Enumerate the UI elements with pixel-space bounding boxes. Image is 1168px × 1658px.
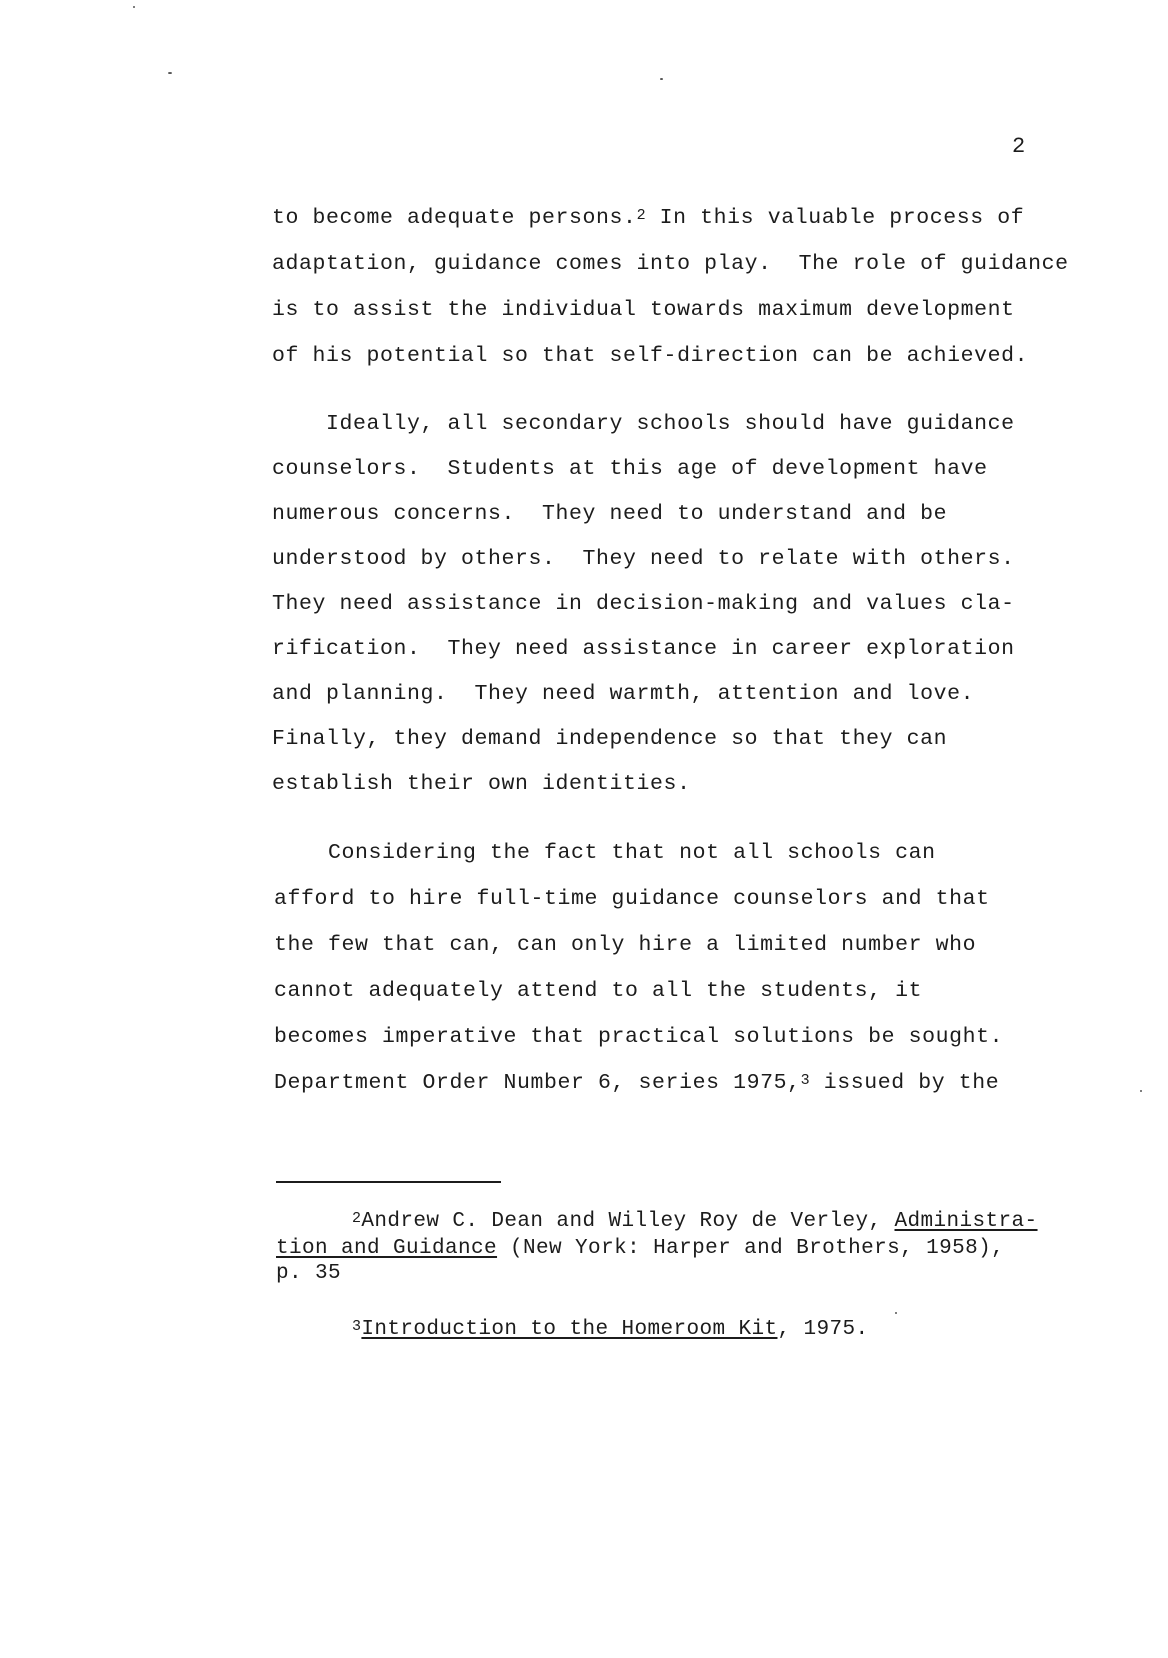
body-line: Finally, they demand independence so that they can [272, 727, 948, 751]
book-title: Introduction to the Homeroom Kit [361, 1318, 778, 1341]
book-title: tion and Guidance [276, 1237, 498, 1260]
body-line: is to assist the individual towards maximum development [272, 298, 1015, 322]
body-line: the few that can, can only hire a limited number who [274, 933, 977, 957]
footnote-2-line-2 [276, 1237, 1004, 1261]
body-line: afford to hire full-time guidance counselors and that [274, 887, 990, 911]
scan-speck [133, 6, 135, 8]
footnote-marker: 2 [352, 1210, 362, 1227]
body-line [272, 205, 1024, 231]
scan-speck [1140, 1090, 1142, 1092]
body-line: of his potential so that self-direction can be achieved. [272, 344, 1029, 368]
body-line: numerous concerns. They need to understand and be [272, 502, 948, 526]
footnote-2-line-1 [352, 1210, 1038, 1234]
body-line: understood by others. They need to relate with others. [272, 547, 1015, 571]
body-line: Ideally, all secondary schools should have guidance [272, 412, 1015, 436]
body-line: and planning. They need warmth, attention and love. [272, 682, 975, 706]
body-line: becomes imperative that practical solutions be sought. [274, 1025, 1004, 1049]
body-text: issued by the [810, 1071, 1000, 1095]
book-title: Administra- [894, 1210, 1038, 1233]
body-line: adaptation, guidance comes into play. The role of guidance [272, 252, 1069, 276]
body-line: Considering the fact that not all schools can [274, 841, 936, 865]
body-line [274, 1070, 999, 1096]
body-line: They need assistance in decision-making and values cla- [272, 592, 1015, 616]
body-text: to become adequate persons. [272, 206, 637, 230]
body-text: In this valuable process of [646, 206, 1025, 230]
footnote-3 [352, 1318, 869, 1342]
footnote-text: , 1975. [777, 1318, 869, 1341]
footnote-2-line-3: p. 35 [276, 1262, 342, 1285]
body-line: counselors. Students at this age of development have [272, 457, 988, 481]
footnote-ref-3: 3 [800, 1072, 811, 1089]
scan-speck [895, 1312, 897, 1314]
body-text: Department Order Number 6, series 1975, [274, 1071, 801, 1095]
footnote-text: (New York: Harper and Brothers, 1958), [497, 1237, 1005, 1260]
footnote-ref-2: 2 [636, 207, 647, 224]
scan-speck [168, 72, 172, 74]
footnote-separator [276, 1181, 501, 1183]
body-line: rification. They need assistance in career exploration [272, 637, 1015, 661]
footnote-marker: 3 [352, 1318, 362, 1335]
body-line: cannot adequately attend to all the students, it [274, 979, 923, 1003]
scan-speck [660, 78, 663, 80]
body-line: establish their own identities. [272, 772, 691, 796]
footnote-text: Andrew C. Dean and Willey Roy de Verley, [361, 1210, 895, 1233]
page-number: 2 [1012, 134, 1026, 159]
